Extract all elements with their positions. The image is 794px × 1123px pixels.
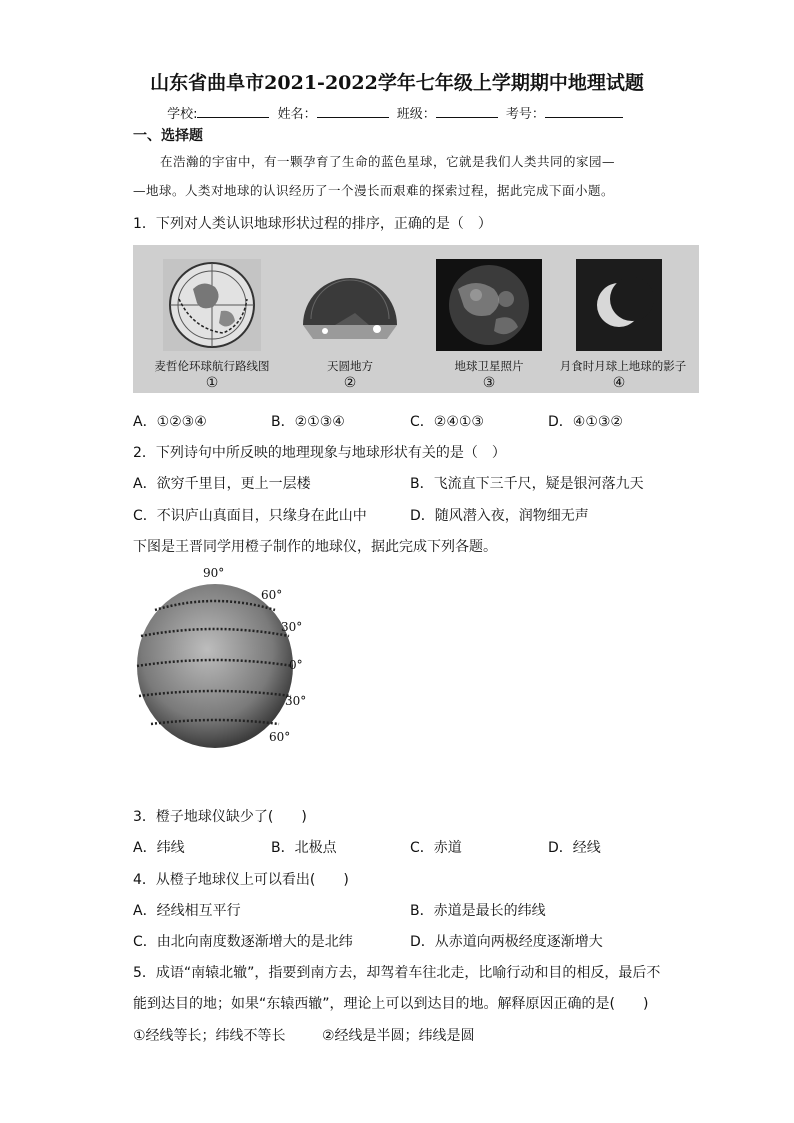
heaven-round-earth-square-image: [295, 259, 405, 351]
student-info-line: [0, 103, 794, 122]
q1-option-d[interactable]: D．④①③②: [548, 414, 623, 430]
heaven-caption: 天圆地方: [327, 359, 373, 373]
section-heading: 一、选择题: [133, 128, 203, 144]
lat-label-30n: 30°: [281, 620, 303, 634]
lat-label-60s: 60°: [269, 730, 291, 744]
q5-stem-line-2: 能到达目的地；如果“东辕西辙”，理论上可以到达目的地。解释原因正确的是( ): [133, 996, 649, 1012]
satellite-number: ③: [482, 375, 496, 391]
q2-option-a[interactable]: A．欲穷千里目，更上一层楼: [133, 476, 311, 492]
earth-satellite-photo-image: [436, 259, 542, 351]
orange-globe-figure: [133, 562, 313, 752]
q5-item-2: ②经线是半圆；纬线是圆: [322, 1028, 475, 1044]
lat-label-0: 0°: [289, 658, 303, 672]
exam-no-blank: [545, 105, 623, 118]
q5-stem-line-1: 5．成语“南辕北辙”，指要到南方去，却驾着车往北走，比喻行动和目的相反，最后不: [133, 965, 661, 981]
q4-option-d[interactable]: D．从赤道向两极经度逐渐增大: [410, 934, 603, 950]
q3-option-d[interactable]: D．经线: [548, 840, 601, 856]
heaven-number: ②: [343, 375, 357, 391]
satellite-caption: 地球卫星照片: [454, 359, 524, 373]
q2-option-c[interactable]: C．不识庐山真面目，只缘身在此山中: [133, 508, 367, 524]
globe-intro: 下图是王晋同学用橙子制作的地球仪，据此完成下列各题。: [133, 539, 497, 555]
magellan-route-map-image: [163, 259, 261, 351]
q2-stem: 2．下列诗句中所反映的地理现象与地球形状有关的是（ ）: [133, 445, 506, 461]
exam-no-label: 考号：: [505, 107, 545, 122]
q2-option-d[interactable]: D．随风潜入夜，润物细无声: [410, 508, 589, 524]
lat-label-90: 90°: [203, 566, 225, 580]
q3-stem: 3．橙子地球仪缺少了( ): [133, 809, 307, 825]
magellan-caption: 麦哲伦环球航行路线图: [154, 359, 270, 373]
q4-option-b[interactable]: B．赤道是最长的纬线: [410, 903, 546, 919]
lat-label-60n: 60°: [261, 588, 283, 602]
class-blank: [436, 105, 498, 118]
q4-stem: 4．从橙子地球仪上可以看出( ): [133, 872, 349, 888]
name-blank: [317, 105, 389, 118]
lat-label-30s: 30°: [285, 694, 307, 708]
q5-item-1: ①经线等长；纬线不等长: [133, 1028, 286, 1044]
q2-option-b[interactable]: B．飞流直下三千尺，疑是银河落九天: [410, 476, 644, 492]
passage-line-1: 在浩瀚的宇宙中，有一颗孕育了生命的蓝色星球，它就是我们人类共同的家园—: [160, 154, 616, 169]
lunar-eclipse-image: [576, 259, 662, 351]
eclipse-caption: 月食时月球上地球的影子: [559, 359, 687, 373]
page-title: 山东省曲阜市2021-2022学年七年级上学期期中地理试题: [150, 72, 644, 94]
class-label: 班级：: [396, 107, 436, 122]
q3-option-a[interactable]: A．纬线: [133, 840, 185, 856]
q4-option-c[interactable]: C．由北向南度数逐渐增大的是北纬: [133, 934, 353, 950]
name-label: 姓名：: [277, 107, 317, 122]
q1-stem: 1．下列对人类认识地球形状过程的排序，正确的是（ ）: [133, 216, 492, 232]
q3-option-c[interactable]: C．赤道: [410, 840, 462, 856]
q1-option-c[interactable]: C．②④①③: [410, 414, 484, 430]
school-blank: [197, 105, 269, 118]
magellan-number: ①: [205, 375, 219, 391]
eclipse-number: ④: [612, 375, 626, 391]
q4-option-a[interactable]: A．经线相互平行: [133, 903, 241, 919]
q3-option-b[interactable]: B．北极点: [271, 840, 337, 856]
passage-line-2: —地球。人类对地球的认识经历了一个漫长而艰难的探索过程，据此完成下面小题。: [133, 183, 615, 198]
q1-option-b[interactable]: B．②①③④: [271, 414, 345, 430]
q1-option-a[interactable]: A．①②③④: [133, 414, 207, 430]
school-label: 学校:: [167, 107, 198, 122]
q1-image-panel: [133, 245, 699, 393]
